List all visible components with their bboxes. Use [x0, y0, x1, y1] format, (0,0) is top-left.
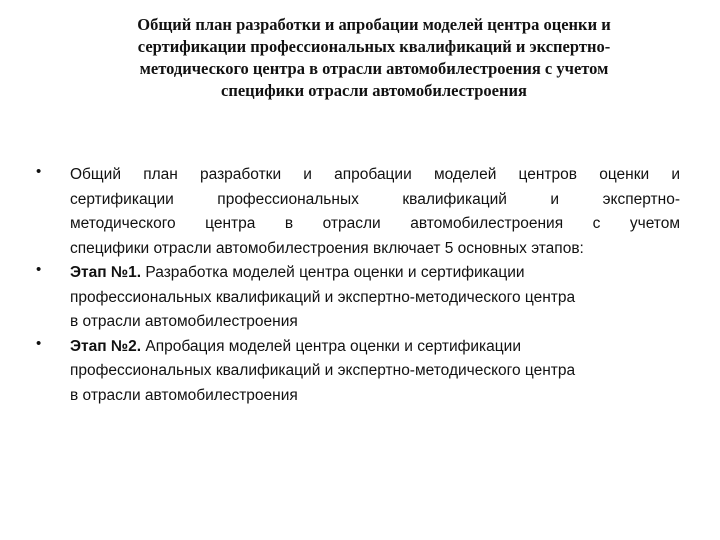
- title-line: методического центра в отрасли автомобилестроения с учетом: [139, 59, 609, 78]
- bullet-list: [36, 163, 680, 408]
- stage-description: Апробация моделей центра оценки и сертификации: [141, 337, 521, 355]
- bullet-text-line: специфики отрасли автомобилестроения включает 5 основных этапов:: [70, 239, 584, 257]
- bullet-marker: •: [36, 163, 42, 180]
- bullet-text-line: в отрасли автомобилестроения: [70, 313, 298, 330]
- bullet-item-stage-2: [36, 335, 680, 409]
- bullet-text-line: сертификации профессиональных квалификаций и экспертно-: [70, 190, 680, 208]
- bullet-text-line: профессиональных квалификаций и экспертно-методического центра: [70, 362, 576, 379]
- bullet-item-overview: [36, 163, 680, 261]
- title-line: специфики отрасли автомобилестроения: [221, 81, 527, 100]
- bullet-text-line: [70, 261, 680, 286]
- title-line: Общий план разработки и апробации моделей центра оценки и: [137, 15, 611, 34]
- bullet-text-line: профессиональных квалификаций и экспертно-методического центра: [70, 288, 576, 306]
- slide-title: [78, 14, 670, 102]
- bullet-item-stage-1: [36, 261, 680, 335]
- bullet-text-line: [70, 335, 680, 360]
- bullet-text-line: в отрасли автомобилестроения: [70, 386, 298, 404]
- stage-label: Этап №2.: [70, 337, 142, 355]
- bullet-text-line: Общий план разработки и апробации моделей центров оценки и: [70, 166, 680, 183]
- stage-label: Этап №1.: [70, 264, 142, 281]
- bullet-marker: •: [36, 334, 42, 352]
- stage-description: Разработка моделей центра оценки и сертификации: [141, 264, 525, 281]
- bullet-marker: •: [36, 261, 42, 278]
- bullet-text-line: методического центра в отрасли автомобилестроения с учетом: [70, 215, 680, 232]
- title-line: сертификации профессиональных квалификаций и экспертно-: [137, 37, 611, 56]
